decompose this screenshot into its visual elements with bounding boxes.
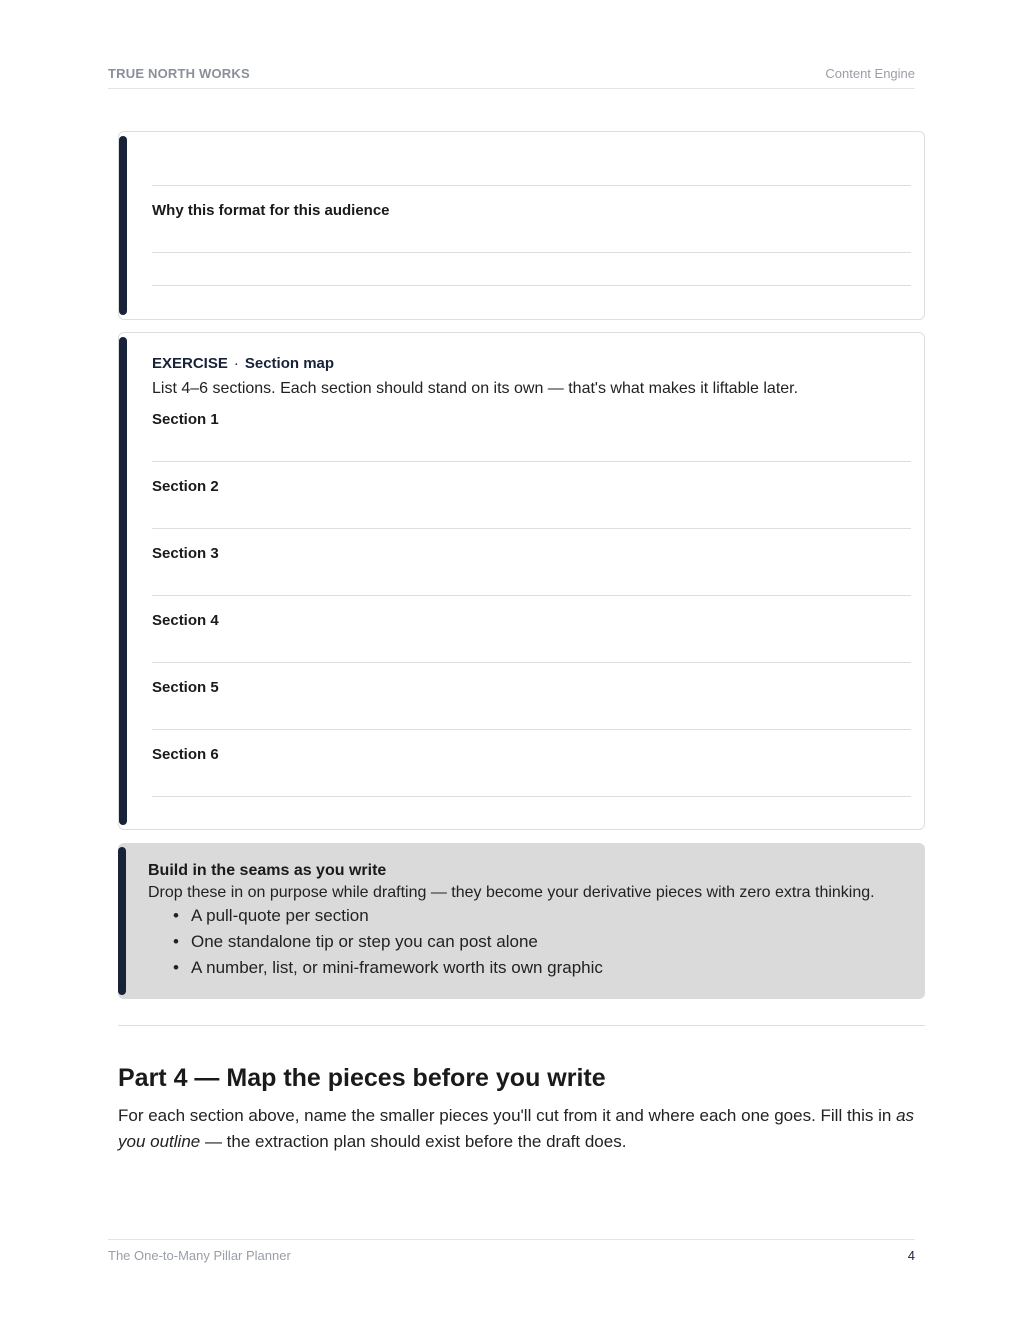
section-answer-line-5[interactable] (152, 729, 911, 730)
section-label-2: Section 2 (152, 478, 219, 495)
section-answer-line-3[interactable] (152, 595, 911, 596)
section-answer-line-2[interactable] (152, 528, 911, 529)
brand-name: TRUE NORTH WORKS (108, 66, 250, 81)
bullet-text: A number, list, or mini-framework worth its own graphic (191, 958, 603, 977)
section-answer-line-1[interactable] (152, 461, 911, 462)
callout-title: Build in the seams as you write (148, 862, 387, 879)
exercise-card (118, 332, 925, 830)
tip-callout (118, 843, 925, 999)
bullet-text: A pull-quote per section (191, 906, 369, 925)
exercise-kicker: EXERCISE (152, 355, 228, 372)
format-why-label: Why this format for this audience (152, 202, 390, 219)
section-label-6: Section 6 (152, 746, 219, 763)
section-label-3: Section 3 (152, 545, 219, 562)
body-text: — the extraction plan should exist before the draft does. (200, 1132, 627, 1151)
footer-doc-title: The One-to-Many Pillar Planner (108, 1248, 291, 1263)
writing-line (152, 185, 911, 186)
accent-bar (119, 136, 127, 315)
list-item: • One standalone tip or step you can post alone (173, 932, 538, 951)
callout-bullet-list (148, 905, 603, 983)
writing-line[interactable] (152, 285, 911, 286)
exercise-description: List 4–6 sections. Each section should stand on its own — that's what makes it liftable later. (152, 380, 799, 397)
format-card (118, 131, 925, 320)
callout-description: Drop these in on purpose while drafting — they become your derivative pieces with zero extra thinking. (148, 884, 875, 901)
writing-line[interactable] (152, 252, 911, 253)
section-divider (118, 1025, 925, 1026)
section-answer-line-4[interactable] (152, 662, 911, 663)
section-answer-line-6[interactable] (152, 796, 911, 797)
bullet-text: One standalone tip or step you can post alone (191, 932, 538, 951)
exercise-title: Section map (244, 355, 335, 372)
section-label-1: Section 1 (152, 411, 219, 428)
exercise-heading (152, 355, 334, 372)
heading-separator: · (233, 355, 239, 372)
accent-bar (118, 847, 126, 995)
part-4-heading: Part 4 — Map the pieces before you write (118, 1064, 606, 1092)
part-4-body (118, 1103, 918, 1155)
page-number: 4 (907, 1248, 915, 1263)
page-footer (108, 1239, 915, 1264)
page-header (108, 66, 915, 89)
product-name: Content Engine (825, 66, 915, 81)
section-label-4: Section 4 (152, 612, 219, 629)
body-text: For each section above, name the smaller pieces you'll cut from it and where each one goes. Fill this in (118, 1106, 897, 1125)
section-label-5: Section 5 (152, 679, 219, 696)
list-item: • A pull-quote per section (173, 906, 369, 925)
accent-bar (119, 337, 127, 825)
list-item: • A number, list, or mini-framework worth its own graphic (173, 958, 603, 977)
body-emphasis: as you outline (118, 1106, 915, 1151)
